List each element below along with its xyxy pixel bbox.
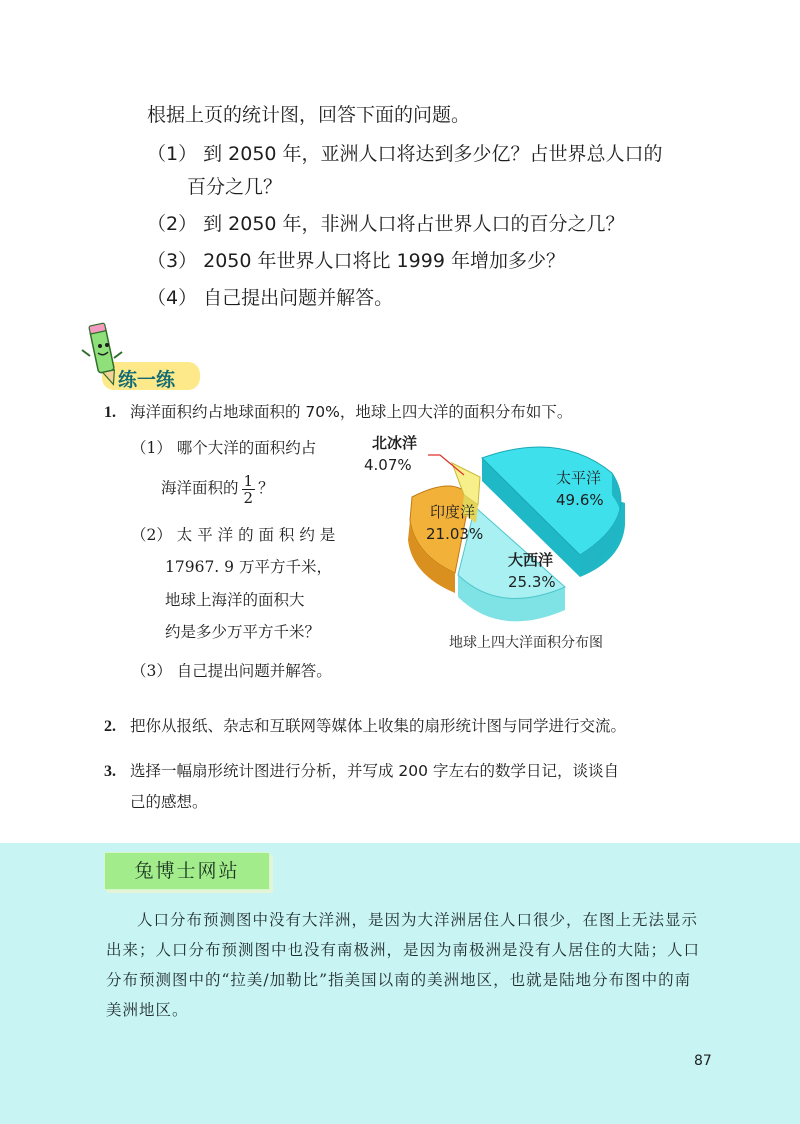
practice-title: 练一练 bbox=[118, 369, 176, 391]
fraction-denominator: 2 bbox=[243, 488, 254, 507]
question-1-line-2: 百分之几？ bbox=[187, 176, 283, 198]
exercise-1-sub-1-text: 海洋面积的 bbox=[161, 479, 239, 497]
site-badge: 兔博士网站 bbox=[104, 852, 270, 890]
page-number: 87 bbox=[694, 1053, 712, 1069]
exercise-1-sub-1-end: ？ bbox=[258, 479, 274, 497]
exercise-2-text: 把你从报纸、杂志和互联网等媒体上收集的扇形统计图与同学进行交流。 bbox=[130, 717, 627, 735]
ocean-area-pie-chart bbox=[360, 425, 650, 630]
intro-text: 根据上页的统计图，回答下面的问题。 bbox=[147, 104, 471, 126]
exercise-3-text-line-1: 选择一幅扇形统计图进行分析，并写成 200 字左右的数学日记，谈谈自 bbox=[130, 762, 619, 780]
exercise-1-sub-1-line-2 bbox=[161, 468, 274, 508]
question-2: （2） 到 2050 年，非洲人口将占世界人口的百分之几？ bbox=[147, 213, 625, 235]
label-pacific-value: 49.6% bbox=[556, 491, 604, 509]
exercise-1-sub-2-line-3: 地球上海洋的面积大 bbox=[165, 591, 305, 609]
exercise-3-text-line-2: 己的感想。 bbox=[130, 793, 208, 811]
exercise-1-text: 海洋面积约占地球面积的 70%，地球上四大洋的面积分布如下。 bbox=[130, 403, 573, 421]
label-arctic-value: 4.07% bbox=[364, 456, 412, 474]
question-1-line-1: （1） 到 2050 年，亚洲人口将达到多少亿？占世界总人口的 bbox=[147, 143, 663, 165]
exercise-2-number: 2. bbox=[104, 718, 116, 735]
exercise-1-sub-1-line-1: （1） 哪个大洋的面积约占 bbox=[131, 439, 317, 457]
label-indian-name: 印度洋 bbox=[430, 503, 476, 521]
label-arctic-name: 北冰洋 bbox=[372, 434, 418, 452]
label-atlantic-name: 大西洋 bbox=[508, 551, 554, 569]
label-pacific-name: 太平洋 bbox=[556, 469, 602, 487]
chart-title: 地球上四大洋面积分布图 bbox=[449, 635, 603, 651]
exercise-1-sub-2-line-2: 17967. 9 万平方千米， bbox=[165, 558, 332, 576]
fraction-numerator: 1 bbox=[243, 471, 254, 490]
label-indian-value: 21.03% bbox=[426, 525, 484, 543]
label-atlantic-value: 25.3% bbox=[508, 573, 556, 591]
question-4: （4） 自己提出问题并解答。 bbox=[147, 287, 394, 309]
exercise-1-sub-3: （3） 自己提出问题并解答。 bbox=[131, 662, 332, 680]
exercise-1-sub-2-line-1: （2） 太 平 洋 的 面 积 约 是 bbox=[131, 526, 336, 544]
exercise-1-number: 1. bbox=[104, 404, 116, 421]
site-paragraph: 人口分布预测图中没有大洋洲，是因为大洋洲居住人口很少，在图上无法显示出来；人口分布预测图中也没有南极洲，是因为南极洲是没有人居住的大陆；人口分布预测图中的“拉美/加勒比”指美国以南的美洲地区，也就是陆地分布图中的南美洲地区。 bbox=[106, 911, 701, 1019]
exercise-3-number: 3. bbox=[104, 763, 116, 780]
exercise-1-sub-2-line-4: 约是多少万平方千米？ bbox=[165, 623, 321, 641]
question-3: （3） 2050 年世界人口将比 1999 年增加多少？ bbox=[147, 250, 565, 272]
one-half-fraction bbox=[242, 473, 256, 506]
